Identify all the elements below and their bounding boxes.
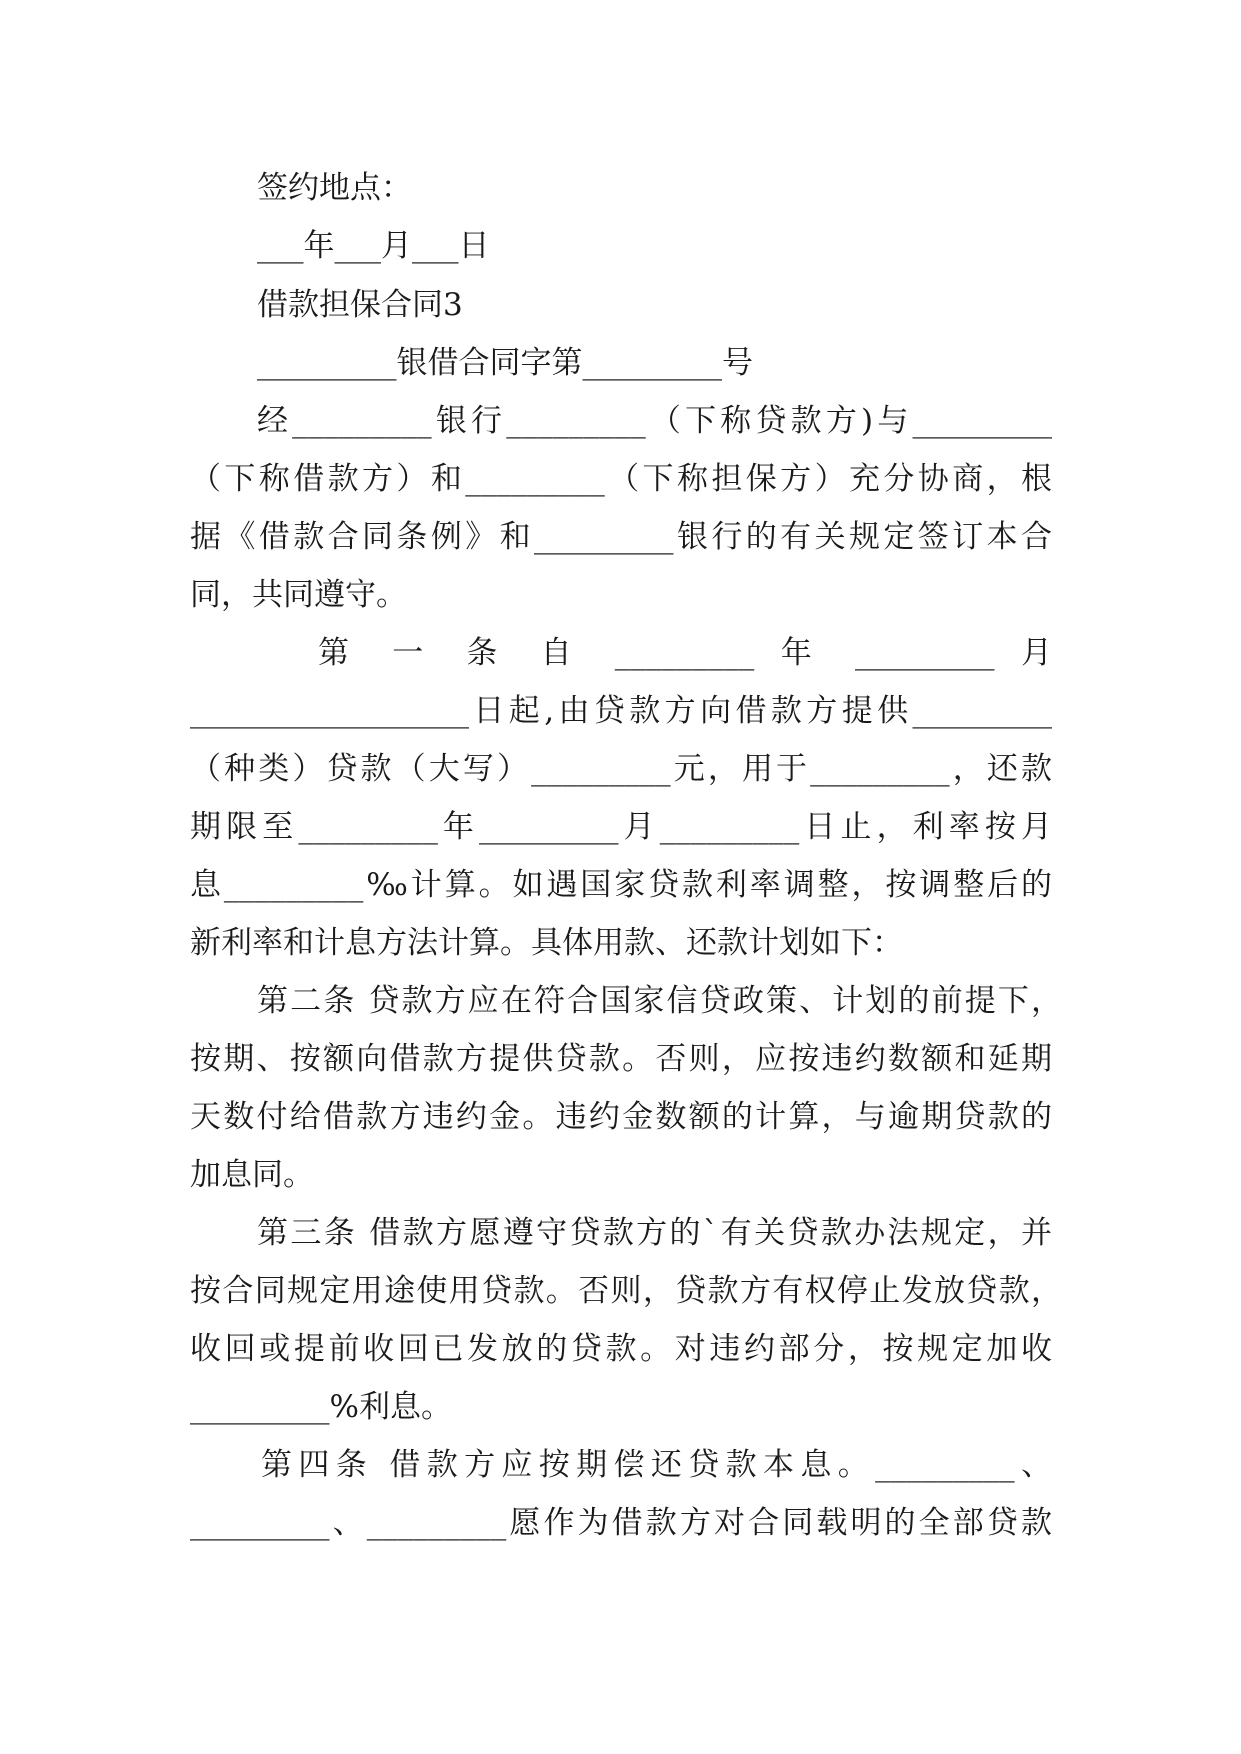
article-1-heading-line: 第 一 条 自 _________ 年 _________ 月 [318, 635, 1052, 671]
contract-number-line: _________银借合同字第_________号 [257, 345, 753, 381]
paragraph-line: _________、_________愿作为借款方对合同载明的全部贷款 [190, 1505, 1052, 1541]
paragraph-line: 据《借款合同条例》和_________银行的有关规定签订本合 [190, 519, 1052, 555]
paragraph-line: _________%利息。 [190, 1389, 452, 1425]
paragraph-line: （种类）贷款（大写）_________元，用于_________，还款 [190, 751, 1052, 787]
paragraph-line: 同，共同遵守。 [190, 577, 407, 613]
article-2-line: 第二条 贷款方应在符合国家信贷政策、计划的前提下， [257, 983, 1062, 1019]
signing-place-line: 签约地点： [257, 170, 412, 206]
paragraph-line: 按合同规定用途使用贷款。否则，贷款方有权停止发放贷款， [190, 1273, 1062, 1309]
paragraph-line: （下称借款方）和_________（下称担保方）充分协商，根 [190, 461, 1052, 497]
paragraph-line: 加息同。 [190, 1157, 314, 1193]
paragraph-line: 期限至_________年_________月_________日止，利率按月 [190, 809, 1052, 845]
article-4-line: 第四条 借款方应按期偿还贷款本息。_________、 [261, 1447, 1052, 1483]
paragraph-line: __________________日起,由贷款方向借款方提供_________ [190, 693, 1052, 729]
paragraph-line: 新利率和计息方法计算。具体用款、还款计划如下： [190, 925, 903, 961]
article-3-line: 第三条 借款方愿遵守贷款方的`有关贷款办法规定，并 [257, 1215, 1052, 1251]
contract-title: 借款担保合同3 [257, 287, 463, 323]
date-line: ___年___月___日 [257, 228, 490, 264]
paragraph-line: 息_________‰计算。如遇国家贷款利率调整，按调整后的 [190, 867, 1052, 903]
paragraph-line: 按期、按额向借款方提供贷款。否则，应按违约数额和延期 [190, 1041, 1052, 1077]
paragraph-line: 经_________银行_________（下称贷款方)与_________ [257, 403, 1052, 439]
paragraph-line: 收回或提前收回已发放的贷款。对违约部分，按规定加收 [190, 1331, 1052, 1367]
paragraph-line: 天数付给借款方违约金。违约金数额的计算，与逾期贷款的 [190, 1099, 1052, 1135]
